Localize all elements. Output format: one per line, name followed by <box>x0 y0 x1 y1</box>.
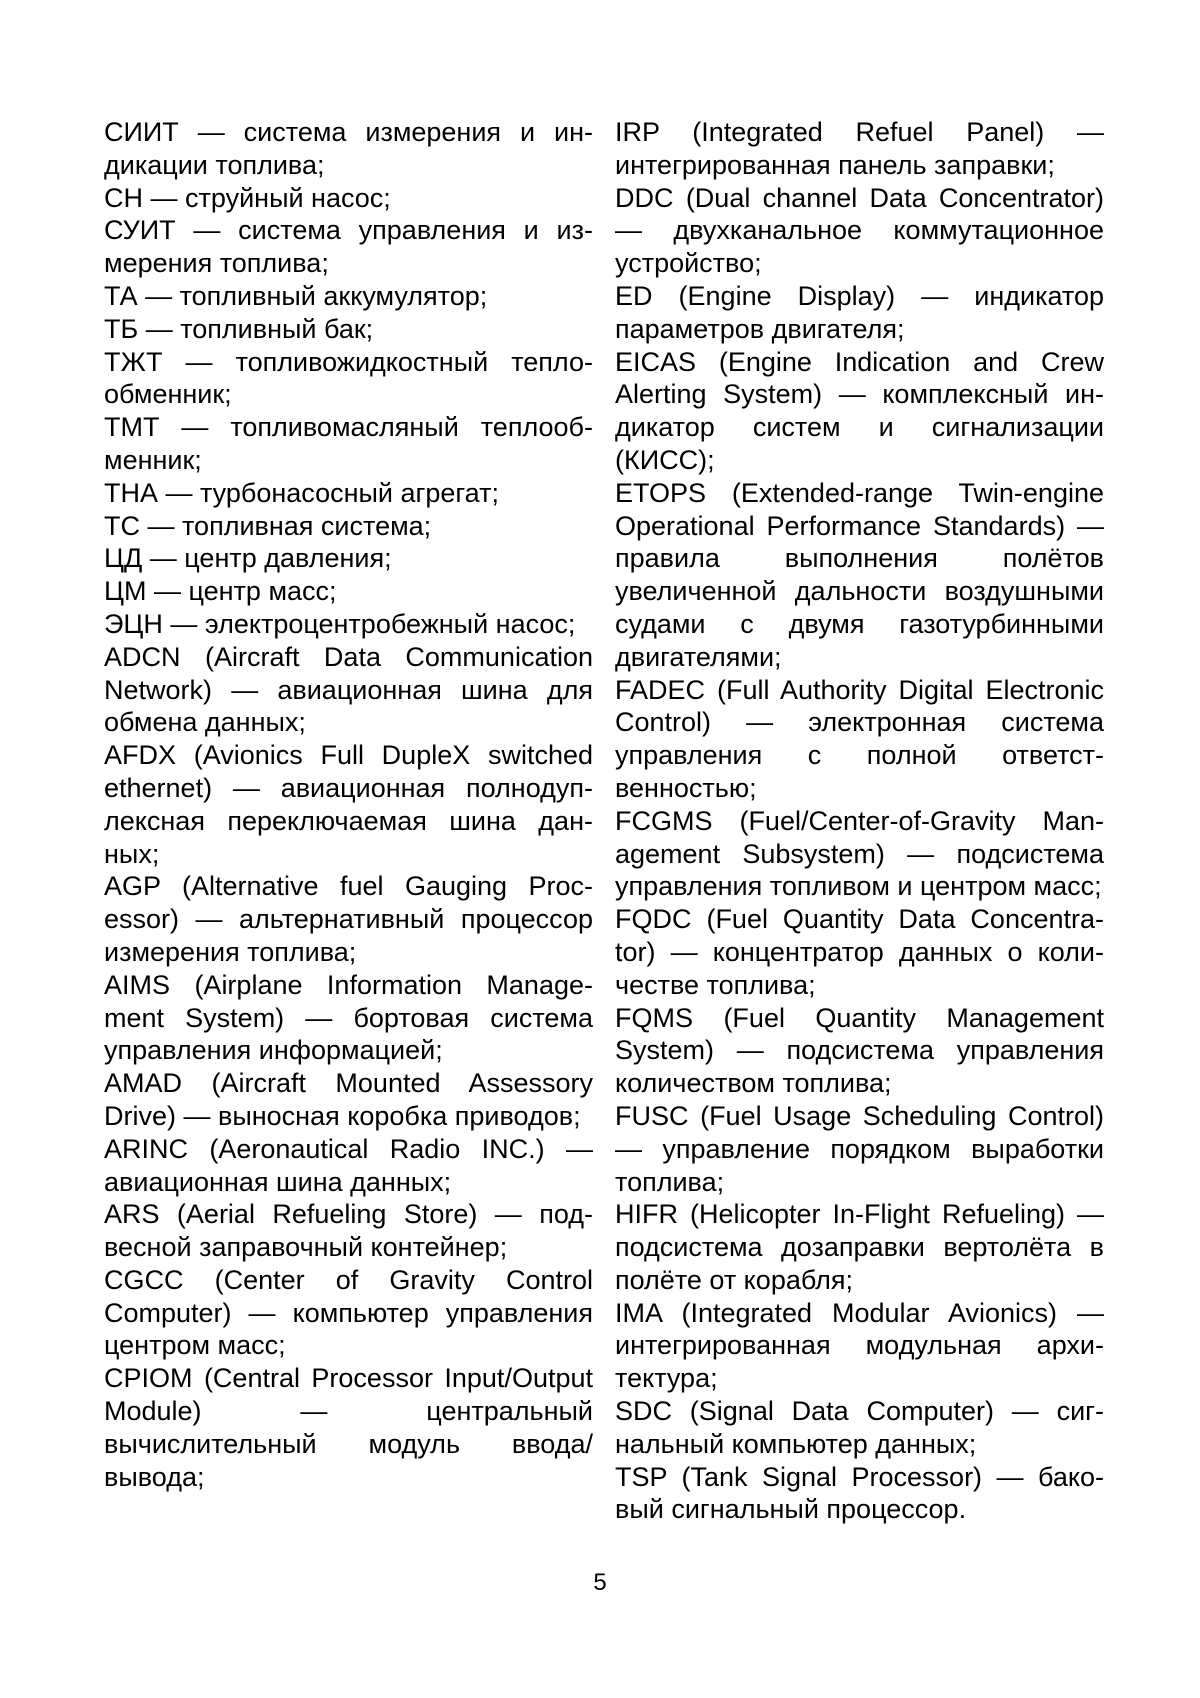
abbreviation-entry: HIFR (Helicopter In-Flight Refueling) — подсистема дозаправки вертолёта в полёте от корабля; <box>615 1199 1104 1295</box>
abbreviation-list-left <box>104 116 593 1493</box>
abbreviation-entry: ADCN (Aircraft Data Communication Network) — авиационная шина для обмена данных; <box>104 641 593 738</box>
abbreviation-entry: IRP (Integrated Refuel Panel) — интегрированная панель заправки; <box>615 117 1104 180</box>
abbreviation-entry: ТБ — топливный бак; <box>104 313 374 344</box>
abbreviation-entry: AGP (Alternative fuel Gauging Processor) — альтернативный процессор измерения топлива; <box>104 871 593 967</box>
abbreviation-entry: SDC (Signal Data Computer) — сигнальный компьютер данных; <box>615 1396 1104 1459</box>
abbreviation-entry: ТС — топливная система; <box>104 510 432 541</box>
abbreviation-entry: ARS (Aerial Refueling Store) — подвесной заправочный контейнер; <box>104 1199 593 1263</box>
abbreviation-entry: AFDX (Avionics Full DupleX switched ethernet) — авиационная полнодуплексная переключаемая шина данных; <box>104 740 593 869</box>
abbreviation-entry: СИИТ — система измерения и индикации топлива; <box>104 117 593 180</box>
abbreviation-entry: CPIOM (Central Processor Input/Output Module) — центральный вычислительный модуль ввода/вывода; <box>104 1363 593 1492</box>
abbreviation-entry: EICAS (Engine Indication and Crew Alerting System) — комплексный индикатор систем и сигнализации (КИСС); <box>615 346 1104 475</box>
page-number: 5 <box>593 1569 607 1596</box>
abbreviation-entry: ЦД — центр давления; <box>104 543 392 574</box>
abbreviation-entry: AMAD (Aircraft Mounted Assessory Drive) — выносная коробка приводов; <box>104 1068 593 1131</box>
abbreviation-entry: СУИТ — система управления и измерения топлива; <box>104 215 593 279</box>
abbreviation-entry: ED (Engine Display) — индикатор параметров двигателя; <box>615 280 1104 344</box>
abbreviation-entry: ЭЦН — электроцентробежный насос; <box>104 608 576 639</box>
abbreviation-entry: СН — струйный насос; <box>104 182 391 213</box>
abbreviation-entry: CGCC (Center of Gravity Control Computer) — компьютер управления центром масс; <box>104 1264 593 1361</box>
abbreviation-entry: ЦМ — центр масс; <box>104 576 337 607</box>
abbreviation-entry: FQDC (Fuel Quantity Data Concentrator) — концентратор данных о количестве топлива; <box>615 904 1104 1000</box>
abbreviation-entry: FADEC (Full Authority Digital Electronic Control) — электронная система управления с полной ответственностью; <box>615 674 1104 803</box>
abbreviation-entry: ETOPS (Extended-range Twin-engine Operational Performance Standards) — правила выполнения полётов увеличенной дальности воздушными судами с двумя газотурбинными двигателями; <box>615 477 1104 672</box>
abbreviation-entry: FQMS (Fuel Quantity Management System) — подсистема управления количеством топлива; <box>615 1002 1104 1099</box>
abbreviation-entry: ТМТ — топливомасляный теплообменник; <box>104 412 593 475</box>
abbreviation-entry: FCGMS (Fuel/Center-of-Gravity Management Subsystem) — подсистема управления топливом и центром масс; <box>615 805 1104 902</box>
abbreviation-entry: ТЖТ — топливожидкостный теплообменник; <box>104 346 593 410</box>
abbreviation-entry: DDC (Dual channel Data Concentrator) — двухканальное коммутационное устройство; <box>615 182 1104 279</box>
abbreviation-entry: IMA (Integrated Modular Avionics) — интегрированная модульная архитектура; <box>615 1297 1104 1394</box>
abbreviation-entry: ТА — топливный аккумулятор; <box>104 280 488 311</box>
abbreviation-entry: FUSC (Fuel Usage Scheduling Control) — управление порядком выработки топлива; <box>615 1100 1104 1197</box>
abbreviation-list-right <box>615 116 1104 1526</box>
abbreviation-entry: AIMS (Airplane Information Management System) — бортовая система управления информацией; <box>104 969 593 1066</box>
abbreviation-entry: ТНА — турбонасосный агрегат; <box>104 477 499 508</box>
abbreviation-entry: ARINC (Aeronautical Radio INC.) — авиационная шина данных; <box>104 1133 593 1197</box>
abbreviation-entry: TSP (Tank Signal Processor) — баковый сигнальный процессор. <box>615 1461 1104 1525</box>
